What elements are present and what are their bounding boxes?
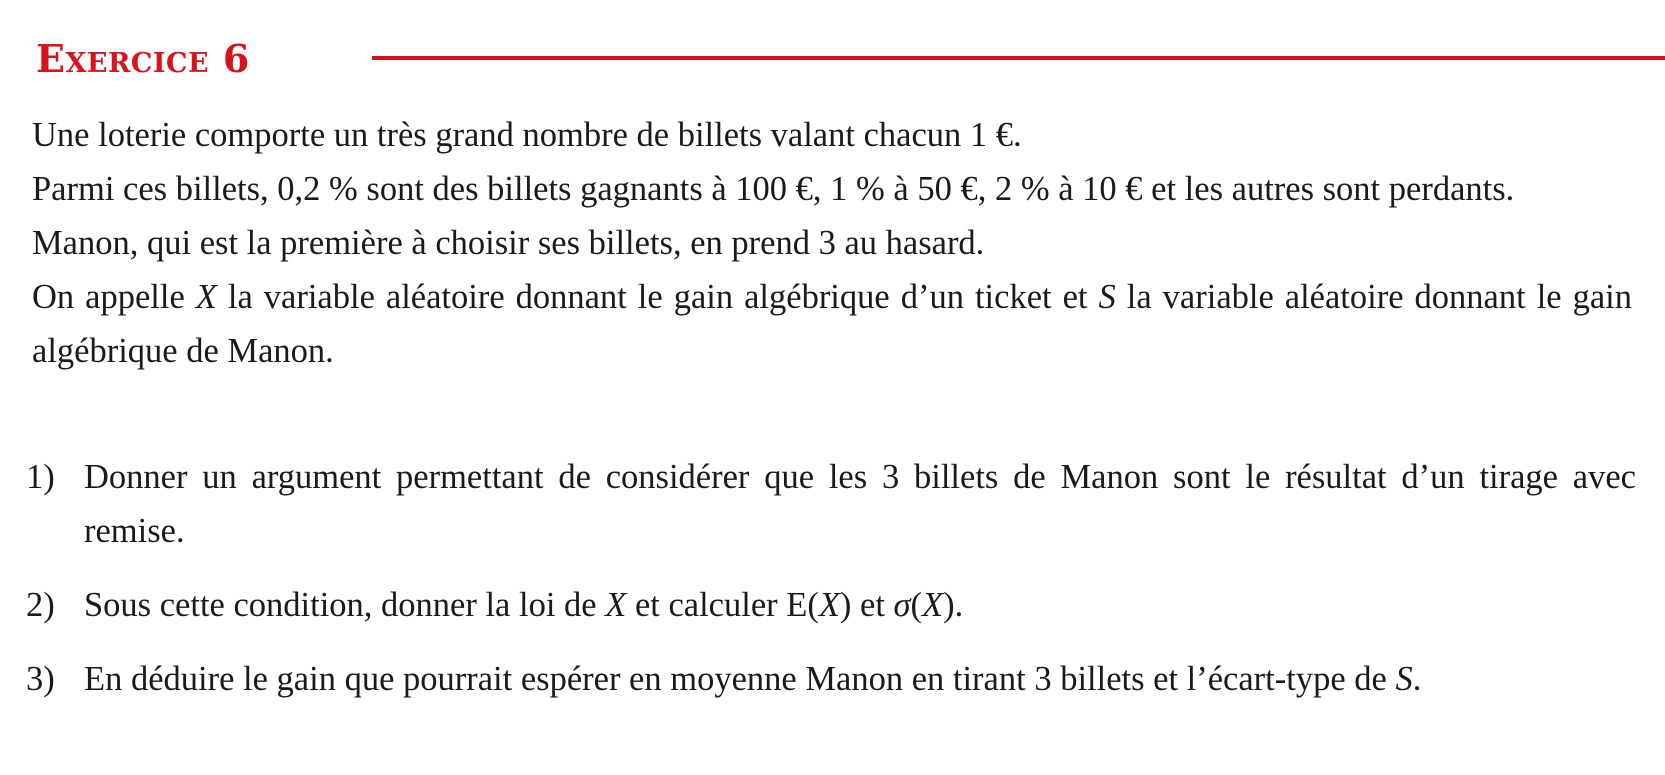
variable-x: X: [922, 586, 944, 624]
question-list: [26, 450, 1636, 726]
question-2: [26, 578, 1636, 632]
question-1: [26, 450, 1636, 558]
question-number: 1): [26, 458, 55, 496]
question-text: Donner un argument permettant de considérer que les 3 billets de Manon sont le résultat d’un tirage avec remise.: [84, 458, 1636, 550]
question-text-4: (: [910, 586, 923, 624]
exercise-title: Exercice 6: [36, 36, 250, 81]
question-text-3: ) et: [839, 586, 894, 624]
variable-x: X: [605, 586, 627, 624]
question-3: [26, 652, 1636, 706]
question-number: 2): [26, 586, 55, 624]
sigma-symbol: σ: [893, 586, 911, 624]
question-text-1: Sous cette condition, donner la loi de: [84, 586, 606, 624]
question-text-5: ).: [943, 586, 964, 624]
variable-x: X: [195, 278, 217, 316]
variables-text-1: On appelle: [32, 278, 196, 316]
statement-line-variables: [32, 270, 1632, 378]
statement-line-manon: Manon, qui est la première à choisir ses billets, en prend 3 au hasard.: [32, 224, 985, 262]
variables-text-3: la variable aléatoire donnant le gain algébrique de Manon.: [32, 278, 1632, 370]
title-rule: [372, 56, 1665, 60]
variable-x: X: [818, 586, 840, 624]
exercise-header: [36, 28, 1665, 90]
variable-s: S: [1098, 278, 1116, 316]
question-text-1: En déduire le gain que pourrait espérer en moyenne Manon en tirant 3 billets et l’écart-type de: [84, 660, 1396, 698]
statement-line-lottery: Une loterie comporte un très grand nombre de billets valant chacun 1 €.: [32, 116, 1022, 154]
question-text-2: et calculer E(: [626, 586, 819, 624]
question-number: 3): [26, 660, 55, 698]
variable-s: S: [1395, 660, 1413, 698]
statement-line-winning-tickets: Parmi ces billets, 0,2 % sont des billets gagnants à 100 €, 1 % à 50 €, 2 % à 10 € et les autres sont perdants.: [32, 170, 1515, 208]
question-text-2: .: [1412, 660, 1422, 698]
variables-text-2: la variable aléatoire donnant le gain algébrique d’un ticket et: [216, 278, 1099, 316]
exercise-statement: [32, 108, 1632, 378]
